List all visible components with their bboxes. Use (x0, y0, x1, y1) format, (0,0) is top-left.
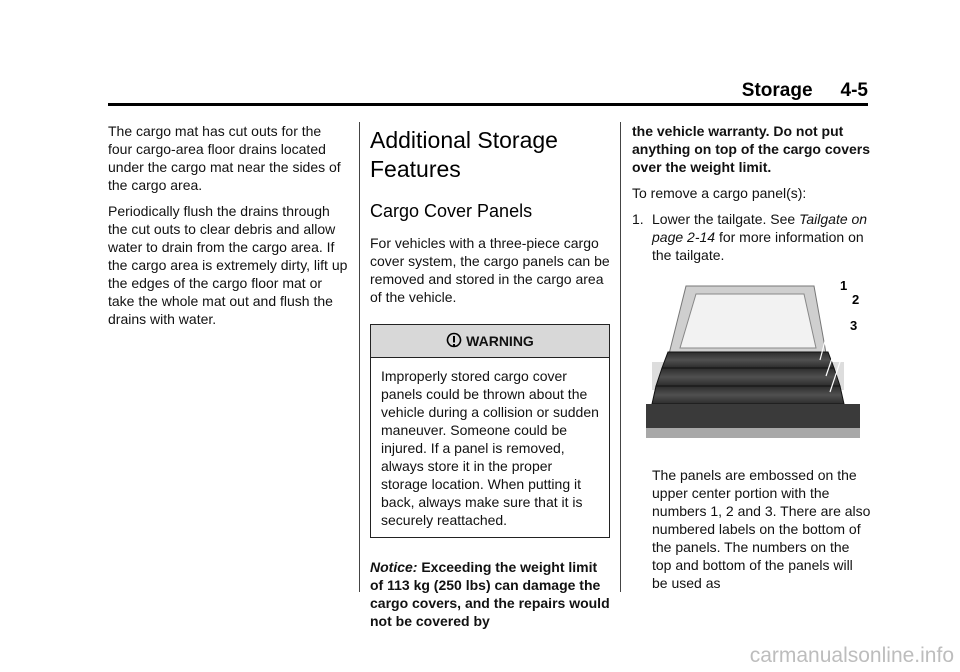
paragraph-warranty: the vehicle warranty. Do not put anything on top of the cargo covers over the weight limit. (632, 123, 871, 175)
paragraph-remove-intro: To remove a cargo panel(s): (632, 185, 807, 201)
notice-paragraph (370, 558, 610, 630)
column-1 (108, 122, 348, 336)
warning-header (371, 325, 609, 358)
paragraph-cargo-panels: For vehicles with a three-piece cargo cover system, the cargo panels can be removed and stored in the cargo area of the vehicle. (370, 235, 610, 305)
callout-2: 2 (852, 292, 860, 307)
page-header (108, 80, 868, 102)
step-1 (632, 210, 872, 264)
warning-text: Improperly stored cargo cover panels could be thrown about the vehicle during a collision or sudden maneuver. Someone could be injured. If a panel is removed, always store it in the proper storage location. When putting it back, always make sure that it is securely reattached. (381, 368, 599, 528)
callout-3: 3 (850, 318, 858, 333)
step-1-number: 1. (632, 211, 644, 227)
paragraph-cargo-mat: The cargo mat has cut outs for the four cargo-area floor drains located under the cargo mat near the sides of the cargo area. (108, 123, 341, 193)
notice-label: Notice: (370, 559, 418, 575)
header-rule (108, 103, 868, 106)
paragraph-flush-drains: Periodically flush the drains through the cut outs to clear debris and allow water to drain from the cargo area. If the cargo area is extremely dirty, lift up the edges of the cargo floor mat or take the whole mat out and flush the drains with water. (108, 203, 348, 327)
callout-1: 1 (840, 278, 848, 293)
column-3 (632, 122, 872, 600)
warning-label: WARNING (466, 333, 534, 349)
page-number: 4-5 (840, 80, 868, 101)
column-divider-2 (620, 122, 621, 592)
step-1-text: Lower the tailgate. See Tailgate on page 2-14 for more information on the tailgate. (652, 211, 868, 263)
section-title: Storage (741, 80, 813, 101)
heading-cargo-cover-panels: Cargo Cover Panels (370, 201, 533, 221)
warning-box (370, 324, 610, 538)
heading-additional-storage: Additional Storage Features (370, 127, 558, 182)
paragraph-embossed-numbers: The panels are embossed on the upper center portion with the numbers 1, 2 and 3. There are also numbered labels on the bottom of the panels. The numbers on the top and bottom of the panels will be used as (652, 467, 871, 591)
watermark: carmanualsonline.info (749, 644, 954, 667)
tailgate-reference-link[interactable]: Tailgate on page 2-14 (652, 211, 868, 245)
column-divider-1 (359, 122, 360, 592)
warning-icon (446, 332, 462, 350)
notice-text: Exceeding the weight limit of 113 kg (250 lbs) can damage the cargo covers, and the repairs would not be covered by (370, 559, 610, 629)
cargo-cover-illustration (638, 278, 860, 444)
column-2 (370, 122, 610, 638)
